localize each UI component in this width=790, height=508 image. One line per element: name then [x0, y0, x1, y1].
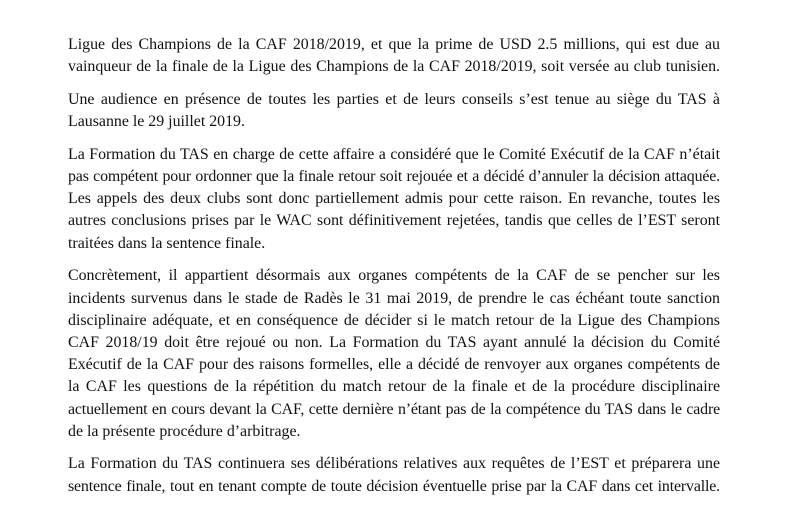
text-line: la CAF les questions de la répétition du match retour de la finale et de la procédure disciplinaire	[68, 378, 720, 396]
text-line: Concrètement, il appartient désormais aux organes compétents de la CAF de se pencher sur les	[68, 267, 720, 285]
text-line: traitées dans la sentence finale.	[68, 234, 266, 252]
text-line: pas compétent pour ordonner que la finale retour soit rejouée et a décidé d’annuler la décision attaquée.	[68, 168, 720, 186]
text-line: disciplinaire adéquate, et en conséquence de décider si le match retour de la Ligue des Champions	[68, 311, 720, 329]
text-line: Ligue des Champions de la CAF 2018/2019, et que la prime de USD 2.5 millions, qui est due au	[68, 36, 720, 53]
text-line: autres conclusions prises par le WAC sont définitivement rejetées, tandis que celles de l’EST seront	[68, 212, 720, 230]
text-line: CAF 2018/19 doit être rejoué ou non. La Formation du TAS ayant annulé la décision du Comité	[68, 333, 720, 351]
text-line: La Formation du TAS en charge de cette affaire a considéré que le Comité Exécutif de la CAF n’était	[68, 145, 720, 163]
text-line: sentence finale, tout en tenant compte de toute décision éventuelle prise par la CAF dans cet intervalle.	[68, 477, 720, 495]
text-line: Une audience en présence de toutes les parties et de leurs conseils s’est tenue au siège du TAS à	[68, 90, 720, 108]
text-line: Lausanne le 29 juillet 2019.	[68, 113, 245, 131]
text-line: actuellement en cours devant la CAF, cette dernière n’étant pas de la compétence du TAS dans le cadre	[68, 400, 720, 418]
text-line: vainqueur de la finale de la Ligue des Champions de la CAF 2018/2019, soit versée au club tunisien.	[68, 58, 720, 76]
text-line: de la présente procédure d’arbitrage.	[68, 422, 301, 440]
document-body	[68, 34, 720, 508]
text-line: La Formation du TAS continuera ses délibérations relatives aux requêtes de l’EST et préparera une	[68, 455, 720, 473]
paragraph-consequences	[68, 265, 720, 443]
text-line: incidents survenus dans le stade de Radès le 31 mai 2019, de prendre le cas échéant toute sanction	[68, 289, 720, 307]
paragraph-prize	[68, 34, 720, 78]
paragraph-hearing	[68, 89, 720, 133]
text-line: Les appels des deux clubs sont donc partiellement admis pour cette raison. En revanche, toutes les	[68, 190, 720, 208]
text-line: Exécutif de la CAF pour des raisons formelles, elle a décidé de renvoyer aux organes compétents de	[68, 356, 720, 374]
paragraph-panel-decision	[68, 144, 720, 255]
